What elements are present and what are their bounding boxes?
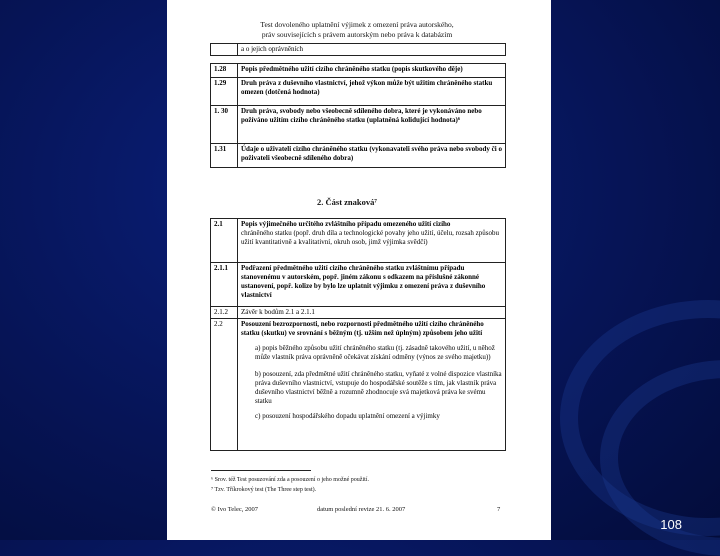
row-subtext: chráněného statku (popř. druh díla a technologické povahy jeho užití, účelu, rozsah způsobu užití kvantitativně a kvalitativní, okruh osob, jimž výjimka svědčí) bbox=[241, 229, 499, 246]
doc-header-line-2: práv souvisejících s právem autorským nebo práva k databázím bbox=[261, 30, 453, 39]
table-row bbox=[211, 263, 506, 307]
document-page bbox=[167, 0, 551, 540]
row-text: Druh práva, svobody nebo všeobecně sdíleného dobra, které je vykonáváno nebo požíváno užitím cizího chráněného statku (uplatněná kolidující hodnota)⁶ bbox=[238, 106, 506, 144]
footnote-1: ⁶ Srov. též Test posuzování zda a posouzení o jeho možné použití. bbox=[211, 477, 369, 483]
table-row bbox=[211, 307, 506, 319]
row-text: Podřazení předmětného užití cizího chráněného statku zvláštnímu případu stanovenému v autorském, popř. jiném zákonu s odkazem na příslušné zákonné ustanovení, popř. kolize by bylo lze uplatnit výjimku z omezení práva z duševního vlastnictví bbox=[238, 263, 506, 307]
row-number: 2.1.1 bbox=[211, 263, 238, 307]
list-item: b) posouzení, zda předmětné užití chráněného statku, vyňaté z volné dispozice vlastníka práva duševního vlastnictví, vstupuje do hospodářské soutěže s tím, jak vlastník práva duševního vlastnictví běžně a rozumně zhodnocuje svá majetková práva ke svému statku bbox=[255, 370, 502, 405]
table-row bbox=[211, 219, 506, 263]
part1-table bbox=[210, 63, 506, 168]
row-text: Závěr k bodům 2.1 a 2.1.1 bbox=[238, 307, 506, 319]
section-2-title: 2. Část znaková⁷ bbox=[317, 197, 377, 207]
row-text: Popis výjimečného určitého zvláštního případu omezeného užití cizího bbox=[241, 220, 451, 228]
footnote-2: ⁷ Tzv. Tříkrokový test (The Three step test). bbox=[211, 487, 317, 493]
row-text: Popis předmětného užití cizího chráněného statku (popis skutkového děje) bbox=[238, 64, 506, 78]
row-number: 2.1.2 bbox=[211, 307, 238, 319]
top-strip-table bbox=[210, 43, 506, 56]
table-row bbox=[211, 319, 506, 451]
row-text: Druh práva z duševního vlastnictví, jehož výkon může být užitím chráněného statku omezen (dotčená hodnota) bbox=[238, 78, 506, 106]
list-item: a) popis běžného způsobu užití chráněného statku (tj. zásadně takového užití, u něhož může vlastník práva oprávněně očekávat získání odměny (výnos ze svého majetku)) bbox=[255, 344, 495, 361]
table-row bbox=[211, 144, 506, 168]
table-row bbox=[211, 78, 506, 106]
footer-revision-date: datum poslední revize 21. 6. 2007 bbox=[317, 506, 406, 513]
row-number: 1. 30 bbox=[211, 106, 238, 144]
footer-page-number: 7 bbox=[497, 506, 501, 513]
list-item: c) posouzení hospodářského dopadu uplatnění omezení a výjimky bbox=[255, 412, 440, 420]
footer-copyright: © Ivo Telec, 2007 bbox=[211, 506, 258, 513]
doc-header-line-1: Test dovoleného uplatnění výjimek z omezení práva autorského, bbox=[260, 20, 454, 29]
footnote-divider bbox=[211, 470, 311, 471]
table-row bbox=[211, 106, 506, 144]
row-text: Posouzení bezrozpornosti, nebo rozpornosti předmětného užití cizího chráněného statku (skutku) ve srovnání s běžným (tj. užším než úplným) způsobem jeho užití bbox=[241, 320, 484, 337]
row-number: 1.31 bbox=[211, 144, 238, 168]
top-strip-text: a o jejich oprávněních bbox=[238, 44, 506, 56]
table-row bbox=[211, 64, 506, 78]
row-number: 2.1 bbox=[211, 219, 238, 263]
part2-table bbox=[210, 218, 506, 451]
row-text: Údaje o uživateli cizího chráněného statku (vykonavateli svého práva nebo svobody či o poživateli všeobecně sdíleného dobra) bbox=[238, 144, 506, 168]
slide-number: 108 bbox=[660, 517, 682, 532]
row-number: 1.28 bbox=[211, 64, 238, 78]
row-number: 2.2 bbox=[211, 319, 238, 451]
row-number: 1.29 bbox=[211, 78, 238, 106]
